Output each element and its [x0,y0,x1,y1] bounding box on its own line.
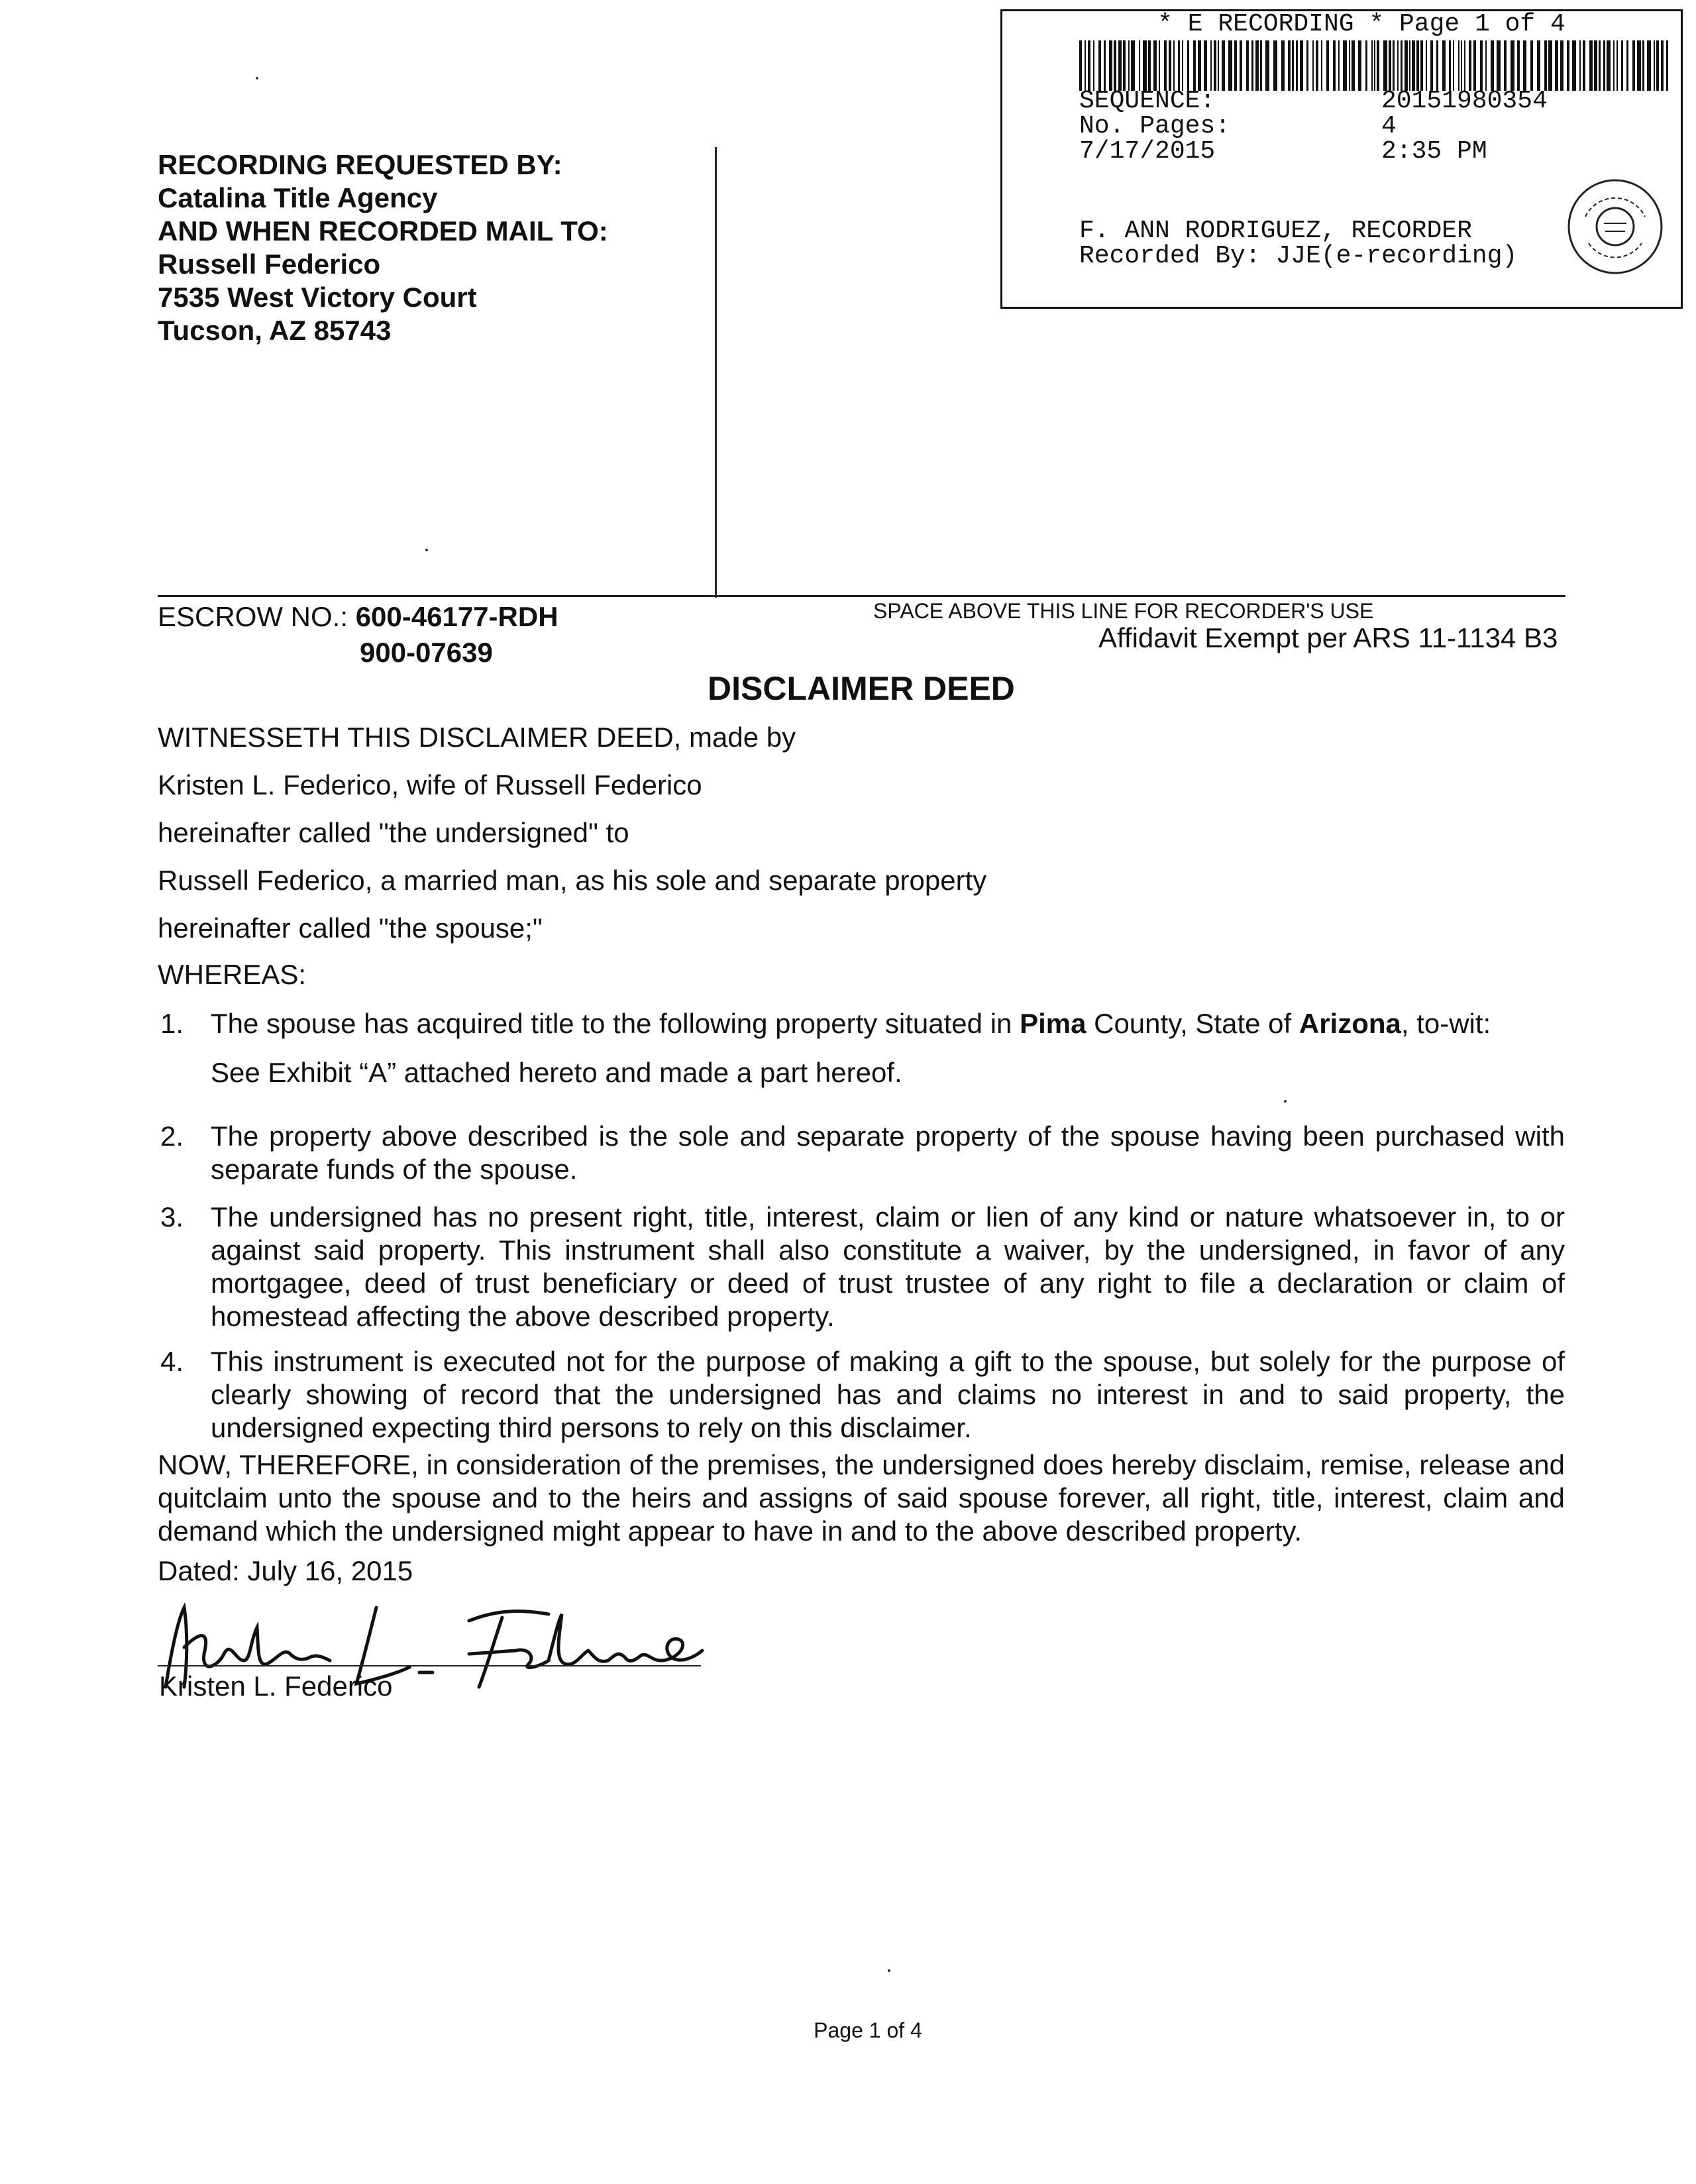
barcode-bar [1251,40,1253,91]
barcode-bar [1383,40,1387,91]
barcode-bar [1123,40,1126,91]
county-seal-icon [1565,177,1665,276]
barcode-bar [1497,40,1501,91]
mail-to-city: Tucson, AZ 85743 [158,315,392,346]
barcode-bar [1555,40,1558,91]
barcode-bar [1642,40,1644,91]
barcode-bar [1306,40,1308,91]
item-1-text-before: The spouse has acquired title to the following property situated in [211,1008,1020,1039]
dated-line: Dated: July 16, 2015 [158,1555,413,1586]
barcode-bar [1579,40,1581,91]
item-1-state: Arizona [1298,1008,1401,1039]
escrow-number-1: 600-46177-RDH [355,601,558,632]
barcode-bar [1621,40,1623,91]
barcode-bar [1666,40,1668,91]
barcode-bar [1148,40,1151,91]
barcode-bar [1296,40,1298,91]
barcode-bar [1371,40,1373,91]
sequence-label: SEQUENCE: [1079,87,1216,115]
barcode-bar [1088,40,1090,91]
barcode-bar [1632,40,1635,91]
barcode-bar [1572,40,1576,91]
item-1-text [211,1007,1491,1040]
undersigned-line: hereinafter called "the undersigned" to [158,817,629,848]
barcode-bar [1607,40,1611,91]
barcode-bar [1567,40,1569,91]
stamp-header: * E RECORDING * Page 1 of 4 [1157,10,1565,38]
barcode-bar [1374,40,1375,91]
barcode-bar [1118,40,1122,91]
scan-speck [1284,1100,1287,1103]
mail-to-heading: AND WHEN RECORDED MAIL TO: [158,215,608,246]
barcode-bar [1461,40,1462,91]
pages-label: No. Pages: [1079,112,1231,140]
barcode-bar [1426,40,1427,91]
barcode-bar [1548,40,1552,91]
barcode-bar [1187,40,1189,91]
grantor-line: Kristen L. Federico, wife of Russell Federico [158,769,702,800]
barcode-bar [1098,40,1101,91]
recorded-by: Recorded By: JJE(e-recording) [1079,242,1518,270]
item-4-text: This instrument is executed not for the purpose of making a gift to the spouse, but solely for the purpose of clearly showing of record that the undersigned has and claims no interest in and to said property, the undersigned expecting third persons to rely on this disclaimer. [211,1346,1565,1443]
mail-to-street: 7535 West Victory Court [158,282,477,313]
barcode-bar [1647,40,1651,91]
barcode-bar [1349,40,1350,91]
pages-value: 4 [1381,112,1397,140]
barcode-bar [1214,40,1216,91]
recorder-stamp-box [1000,9,1683,309]
barcode-bar [1449,40,1451,91]
mail-to-name: Russell Federico [158,248,381,280]
barcode-bar [1523,40,1526,91]
barcode-bar [1397,40,1399,91]
barcode-bar [1464,40,1465,91]
barcode-bar [1164,40,1167,91]
barcode-bar [1626,40,1628,91]
barcode-bar [1416,40,1419,91]
barcode-bar [1594,40,1597,91]
barcode-bar [1491,40,1494,91]
scan-speck [888,1969,890,1972]
barcode-bar [1603,40,1605,91]
item-1-exhibit-reference: See Exhibit “A” attached hereto and made a part hereof. [211,1057,902,1088]
barcode-bar [1560,40,1564,91]
recorder-use-note: SPACE ABOVE THIS LINE FOR RECORDER'S USE [873,599,1374,623]
barcode-bar [1654,40,1655,91]
barcode-bar [1316,40,1318,91]
barcode-bar [1377,40,1379,91]
barcode-bar [1169,40,1171,91]
recording-date: 7/17/2015 [1079,137,1216,166]
escrow-number-2: 900-07639 [360,637,493,668]
barcode-bar [1404,40,1408,91]
barcode-bar [1530,40,1533,91]
barcode-bar [1343,40,1347,91]
sequence-value: 20151980354 [1381,87,1548,115]
barcode-bar [1198,40,1201,91]
barcode-bar [1469,40,1471,91]
item-1-text-mid: County, State of [1086,1008,1299,1039]
barcode-bar [1365,40,1367,91]
barcode-bar [1218,40,1219,91]
barcode-bar [1458,40,1459,91]
item-3-number: 3. [160,1201,184,1232]
barcode-bar [1260,40,1262,91]
recorder-name: F. ANN RODRIGUEZ, RECORDER [1079,217,1472,245]
signer-name: Kristen L. Federico [159,1670,393,1702]
barcode-bar [1173,40,1175,91]
barcode-bar [1358,40,1361,91]
barcode-bar [1637,40,1641,91]
barcode-bar [1517,40,1520,91]
barcode-bar [1312,40,1314,91]
barcode-bar [1178,40,1180,91]
witnesseth-line: WITNESSETH THIS DISCLAIMER DEED, made by [158,722,796,753]
barcode-bar [1401,40,1403,91]
item-1-text-after: , to-wit: [1401,1008,1491,1039]
barcode-bar [1338,40,1340,91]
barcode-bar [1292,40,1294,91]
escrow-line [158,600,558,633]
spouse-line: hereinafter called "the spouse;" [158,912,543,944]
signature-line [158,1665,701,1666]
barcode-bar [1453,40,1454,91]
barcode-bar [1273,40,1277,91]
document-title: DISCLAIMER DEED [708,670,1015,707]
barcode-bar [1234,40,1237,91]
now-therefore-paragraph: NOW, THEREFORE, in consideration of the premises, the undersigned does hereby disclaim, remise, release and quitclaim unto the spouse and to the heirs and assigns of said spouse forever, all right, title, interest, claim and demand which the undersigned might appear to have in and to the above described property. [158,1449,1565,1547]
barcode-bar [1321,40,1322,91]
barcode-bar [1504,40,1507,91]
item-4-number: 4. [160,1346,184,1377]
barcode-bar [1159,40,1160,91]
barcode-bar [1079,40,1082,91]
barcode-bar [1544,40,1547,91]
barcode-bar [1210,40,1212,91]
barcode-bar [1093,40,1094,91]
header-vertical-divider [715,147,717,598]
barcode-bar [1661,40,1664,91]
barcode-bar [1265,40,1269,91]
item-1-number: 1. [160,1008,184,1039]
barcode-bar [1085,40,1086,91]
barcode-bar [1393,40,1395,91]
barcode-bar [1420,40,1423,91]
barcode-bar [1485,40,1487,91]
item-3-text: The undersigned has no present right, title, interest, claim or lien of any kind or nature whatsoever in, to or against said property. This instrument shall also constitute a waiver, by the undersigned, in favor of any mortgagee, deed of trust beneficiary or deed of trust trustee of any right to file a declaration or claim of homestead affecting the above described property. [211,1201,1565,1332]
barcode-bar [1436,40,1438,91]
barcode-bar [1656,40,1659,91]
barcode-bar [1430,40,1433,91]
barcode-bar [1389,40,1391,91]
barcode-bar [1255,40,1259,91]
escrow-label: ESCROW NO.: [158,601,348,632]
barcode-bar [1589,40,1593,91]
page-number-footer: Page 1 of 4 [814,2018,922,2042]
recording-requested-heading: RECORDING REQUESTED BY: [158,149,562,180]
barcode-bar [1583,40,1585,91]
barcode-bar [1599,40,1601,91]
barcode-image [1079,40,1669,91]
grantee-line: Russell Federico, a married man, as his sole and separate property [158,865,987,896]
barcode-bar [1480,40,1483,91]
barcode-bar [1442,40,1446,91]
barcode-bar [1114,40,1116,91]
barcode-bar [1409,40,1410,91]
barcode-bar [1613,40,1615,91]
recording-request-block [158,148,608,347]
barcode-bar [1352,40,1355,91]
item-2-number: 2. [160,1120,184,1152]
item-1-county: Pima [1020,1008,1086,1039]
barcode-bar [1616,40,1618,91]
barcode-bar [1109,40,1112,91]
barcode-bar [1104,40,1106,91]
barcode-bar [1139,40,1140,91]
barcode-bar [1246,40,1249,91]
item-2-text: The property above described is the sole and separate property of the spouse having been purchased with separate funds of the spouse. [211,1120,1565,1185]
barcode-bar [1281,40,1285,91]
barcode-bar [1333,40,1336,91]
barcode-bar [1128,40,1130,91]
barcode-bar [1131,40,1135,91]
affidavit-note: Affidavit Exempt per ARS 11-1134 B3 [1098,622,1558,653]
barcode-bar [1153,40,1157,91]
scan-speck [425,549,428,551]
recorder-use-divider [158,595,1565,597]
barcode-bar [1510,40,1514,91]
title-agency-name: Catalina Title Agency [158,182,438,213]
barcode-bar [1473,40,1476,91]
barcode-bar [1412,40,1415,91]
barcode-bar [1326,40,1329,91]
barcode-bar [1222,40,1225,91]
barcode-bar [1537,40,1540,91]
barcode-bar [1193,40,1196,91]
barcode-bar [1143,40,1147,91]
barcode-bar [1288,40,1291,91]
barcode-bar [1228,40,1232,91]
scan-speck [256,77,258,80]
barcode-bar [1182,40,1183,91]
recording-time: 2:35 PM [1381,137,1487,166]
whereas-line: WHEREAS: [158,959,307,990]
barcode-bar [1300,40,1303,91]
barcode-bar [1204,40,1207,91]
barcode-bar [1240,40,1242,91]
